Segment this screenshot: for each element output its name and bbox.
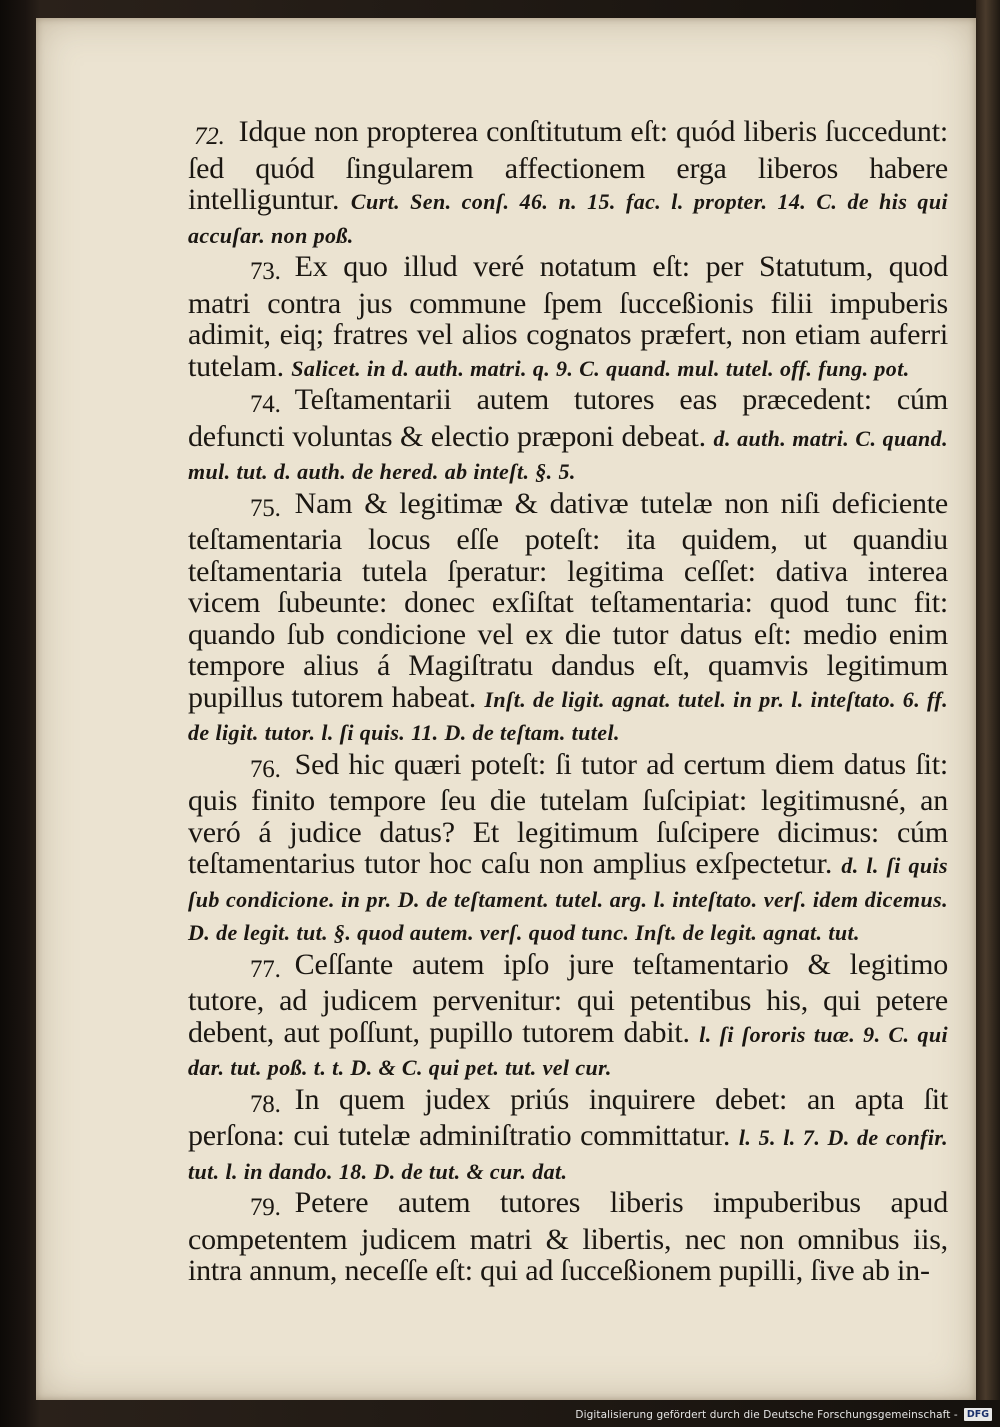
paragraph-text: In quem judex priús inquirere debet: an apta ſit perſona: cui tutelæ adminiſtratio committatur. <box>188 1082 948 1152</box>
paragraph-75 <box>188 488 948 749</box>
legal-citation: l. ſi ſororis tuæ. 9. C. qui dar. tut. poß. t. t. D. & C. qui pet. tut. vel cur. <box>188 1021 948 1080</box>
legal-citation: Salicet. in d. auth. matri. q. 9. C. quand. mul. tutel. off. fung. pot. <box>291 355 910 381</box>
paragraph-number: 79. <box>250 1194 281 1221</box>
paragraph-74 <box>188 384 948 488</box>
page-text-block <box>188 116 948 1287</box>
legal-citation: Curt. Sen. conſ. 46. n. 15. fac. l. propter. 14. C. de his qui accuſar. non poß. <box>188 189 948 248</box>
legal-citation: d. auth. matri. C. quand. mul. tut. d. auth. de hered. ab inteſt. §. 5. <box>188 425 948 484</box>
funding-credit: Digitalisierung gefördert durch die Deutsche Forschungsgemeinschaft - <box>575 1408 958 1421</box>
paragraph-text: Idque non propterea conſtitutum eſt: quód liberis ſuccedunt: ſed quód ſingularem affectionem erga liberos habere intelliguntur. <box>188 115 948 216</box>
digitization-footer <box>0 1402 1000 1427</box>
paragraph-text: Nam & legitimæ & dativæ tutelæ non niſi deficiente teſtamentaria locus eſſe poteſt: ita quidem, ut quandiu teſtamentaria tutela ſperatur: legitima ceſſet: dativa interea vicem ſubeunte: donec exſiſtat teſtamentaria: quod tunc fit: quando ſub condicione vel ex die tutor datus eſt: medio enim tempore alius á Magiſtratu dandus eſt, quamvis legitimum pupillus tutorem habeat. <box>188 486 948 714</box>
paragraph-77 <box>188 949 948 1084</box>
paragraph-72 <box>188 116 948 251</box>
paragraph-73 <box>188 251 948 384</box>
paragraph-78 <box>188 1084 948 1188</box>
paragraph-number: 72. <box>194 123 225 150</box>
paragraph-text: Sed hic quæri poteſt: ſi tutor ad certum diem datus ſit: quis finito tempore ſeu die tutelam ſuſcipiat: legitimusné, an veró á judice datus? Et legitimum ſuſcipere dicimus: cúm teſtamentarius tutor hoc caſu non amplius exſpectetur. <box>188 747 948 880</box>
paragraph-number: 76. <box>250 755 281 783</box>
paragraph-number: 74. <box>250 391 281 418</box>
paragraph-76 <box>188 749 948 949</box>
paragraph-number: 73. <box>250 258 281 285</box>
paragraph-number: 75. <box>250 494 281 522</box>
paragraph-number: 78. <box>250 1090 281 1118</box>
dfg-logo: DFG <box>964 1408 992 1421</box>
legal-citation: l. 5. l. 7. D. de confir. tut. l. in dando. 18. D. de tut. & cur. dat. <box>188 1125 948 1184</box>
paragraph-text: Ceſſante autem ipſo jure teſtamentario & legitimo tutore, ad judicem pervenitur: qui petentibus his, qui petere debent, aut poſſunt, pupillo tutorem dabit. <box>188 947 948 1049</box>
paragraph-79 <box>188 1187 948 1287</box>
legal-citation: Inſt. de ligit. agnat. tutel. in pr. l. inteſtato. 6. ff. de ligit. tutor. l. ſi quis. 11. D. de teſtam. tutel. <box>188 686 948 745</box>
book-page <box>36 18 976 1400</box>
legal-citation: d. l. ſi quis ſub condicione. in pr. D. de teſtament. tutel. arg. l. inteſtato. verſ. idem dicemus. D. de legit. tut. §. quod autem. verſ. quod tunc. Inſt. de legit. agnat. tut. <box>188 853 948 945</box>
paragraph-text: Teſtamentarii autem tutores eas præcedent: cúm defuncti voluntas & electio præponi debeat. <box>188 383 948 453</box>
book-binding-edge <box>976 0 1000 1400</box>
paragraph-text: Ex quo illud veré notatum eſt: per Statutum, quod matri contra jus commune ſpem ſucceßionis filii impuberis adimit, eiq; fratres vel alios cognatos præfert, non etiam auferri tutelam. <box>188 250 948 383</box>
paragraph-text: Petere autem tutores liberis impuberibus apud competentem judicem matri & libertis, nec non omnibus iis, intra annum, neceſſe eſt: qui ad ſucceßionem pupilli, ſive ab in- <box>188 1186 948 1287</box>
paragraph-number: 77. <box>250 955 281 983</box>
